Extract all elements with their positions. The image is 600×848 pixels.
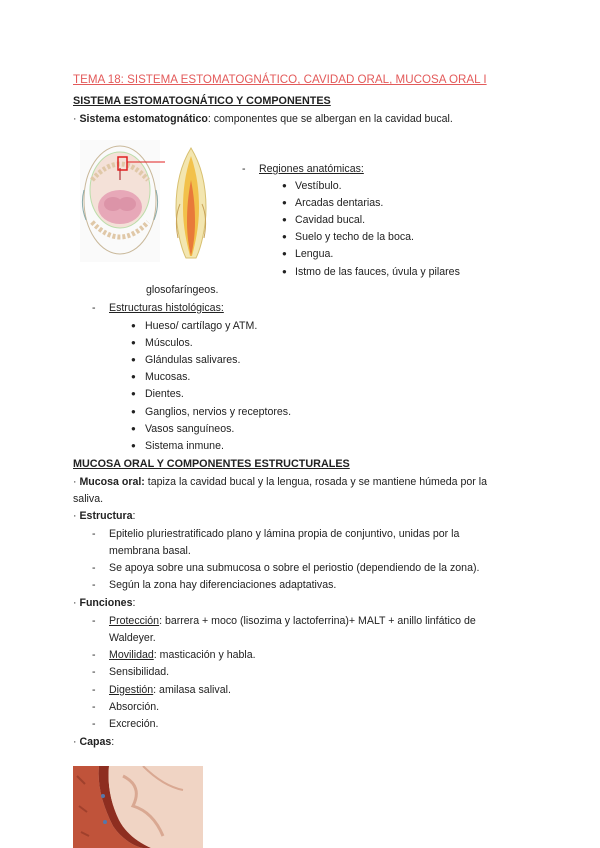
definition-line: · Sistema estomatognático: componentes que se albergan en la cavidad bucal. xyxy=(73,113,453,125)
bullet-marker: ● xyxy=(282,267,287,276)
list-item: Sensibilidad. xyxy=(109,666,170,678)
definition-term: Sistema estomatognático xyxy=(79,113,208,125)
list-item: Digestión: amilasa salival. xyxy=(109,684,231,696)
dash-marker: - xyxy=(92,666,96,678)
list-item-wrap: Waldeyer. xyxy=(109,632,156,644)
list-item: Según la zona hay diferenciaciones adaptativas. xyxy=(109,579,337,591)
list-item: Istmo de las fauces, úvula y pilares xyxy=(295,266,460,278)
estructura-label: · Estructura: xyxy=(73,510,136,522)
bullet-marker: ● xyxy=(282,215,287,224)
list-item: Excreción. xyxy=(109,718,159,730)
list-item: Ganglios, nervios y receptores. xyxy=(145,406,292,418)
bullet-marker: ● xyxy=(282,181,287,190)
dash-marker: - xyxy=(242,163,246,175)
dash-marker: - xyxy=(92,684,96,696)
definition-text: : componentes que se albergan en la cavidad bucal. xyxy=(207,113,453,125)
dash-marker: - xyxy=(92,562,96,574)
dash-marker: - xyxy=(92,528,96,540)
list-item: Cavidad bucal. xyxy=(295,214,366,226)
list-item: Lengua. xyxy=(295,248,334,260)
dash-marker: - xyxy=(92,701,96,713)
dash-marker: - xyxy=(92,302,96,314)
funciones-label: · Funciones: xyxy=(73,597,136,609)
list-item: Protección: barrera + moco (lisozima y lactoferrina)+ MALT + anillo linfático de xyxy=(109,615,476,627)
bullet-marker: ● xyxy=(131,321,136,330)
list-item: Movilidad: masticación y habla. xyxy=(109,649,256,661)
list-item: Absorción. xyxy=(109,701,160,713)
regiones-label: Regiones anatómicas: xyxy=(259,163,364,175)
oral-cavity-figure xyxy=(80,140,160,262)
dash-marker: - xyxy=(92,718,96,730)
list-item: Sistema inmune. xyxy=(145,440,224,452)
bullet-marker: ● xyxy=(131,389,136,398)
list-item-wrap: membrana basal. xyxy=(109,545,191,557)
list-item: Músculos. xyxy=(145,337,193,349)
bullet-marker: ● xyxy=(282,232,287,241)
bullet-marker: ● xyxy=(131,441,136,450)
list-item: Se apoya sobre una submucosa o sobre el periostio (dependiendo de la zona). xyxy=(109,562,480,574)
list-item: Arcadas dentarias. xyxy=(295,197,384,209)
list-item: Vestíbulo. xyxy=(295,180,342,192)
histology-figure xyxy=(73,766,203,848)
bullet-marker: ● xyxy=(131,355,136,364)
pointer-line xyxy=(160,161,165,166)
list-item: Epitelio pluriestratificado plano y lámina propia de conjuntivo, unidas por la xyxy=(109,528,460,540)
estructuras-label: Estructuras histológicas: xyxy=(109,302,224,314)
mucosa-term: Mucosa oral: xyxy=(79,476,145,488)
tooth-section-figure xyxy=(166,146,216,260)
mucosa-definition-wrap: saliva. xyxy=(73,493,104,505)
capas-label: · Capas: xyxy=(73,736,115,748)
mucosa-text: tapiza la cavidad bucal y la lengua, rosada y se mantiene húmeda por la xyxy=(144,476,487,488)
section-heading-mucosa: MUCOSA ORAL Y COMPONENTES ESTRUCTURALES xyxy=(73,458,350,470)
list-item: Suelo y techo de la boca. xyxy=(295,231,414,243)
dash-marker: - xyxy=(92,615,96,627)
list-item: Glándulas salivares. xyxy=(145,354,241,366)
page-title: TEMA 18: SISTEMA ESTOMATOGNÁTICO, CAVIDAD ORAL, MUCOSA ORAL I xyxy=(73,73,487,86)
dash-marker: - xyxy=(92,649,96,661)
list-item: Dientes. xyxy=(145,388,184,400)
mucosa-definition: · Mucosa oral: tapiza la cavidad bucal y la lengua, rosada y se mantiene húmeda por la xyxy=(73,476,487,488)
bullet-marker: ● xyxy=(131,372,136,381)
section-heading-sistema: SISTEMA ESTOMATOGNÁTICO Y COMPONENTES xyxy=(73,95,331,107)
list-item: Vasos sanguíneos. xyxy=(145,423,235,435)
bullet-marker: ● xyxy=(282,198,287,207)
dash-marker: - xyxy=(92,579,96,591)
bullet-marker: ● xyxy=(131,424,136,433)
bullet-marker: ● xyxy=(131,338,136,347)
list-item: Hueso/ cartílago y ATM. xyxy=(145,320,258,332)
bullet-marker: ● xyxy=(131,407,136,416)
bullet-marker: ● xyxy=(282,249,287,258)
list-item: Mucosas. xyxy=(145,371,191,383)
list-item-wrap: glosofaríngeos. xyxy=(146,284,219,296)
